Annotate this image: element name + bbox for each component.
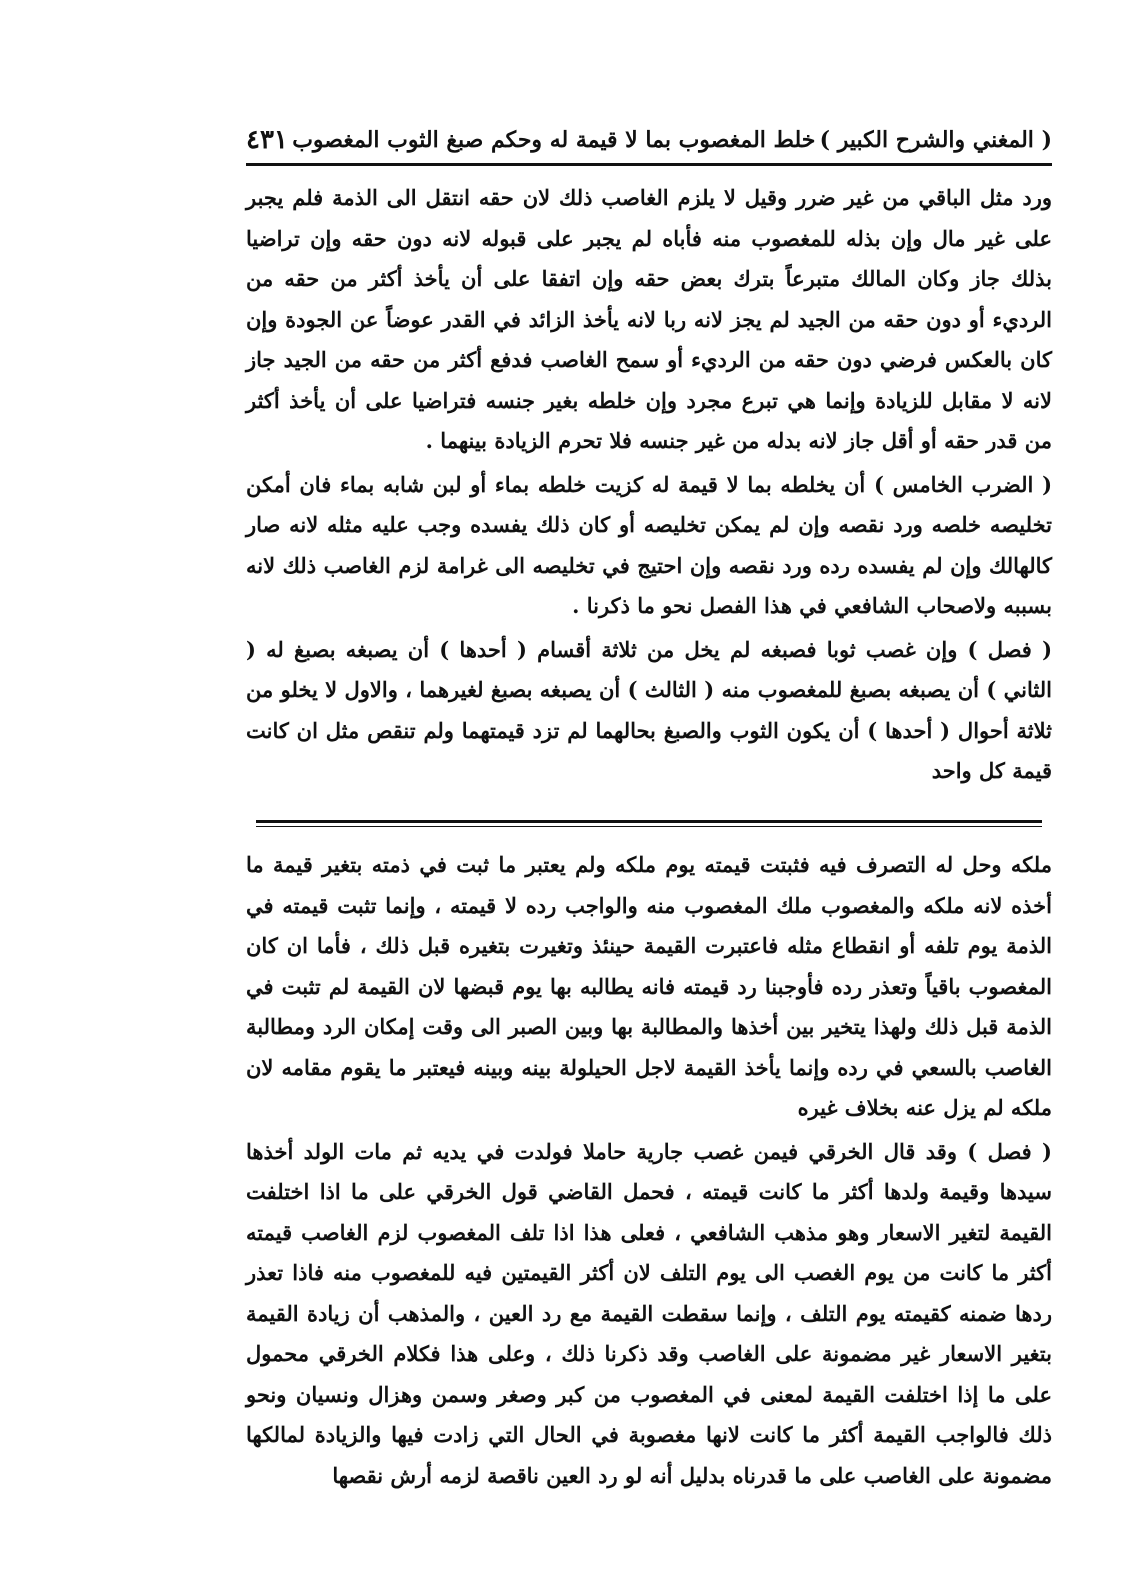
commentary-paragraph-1: ملكه وحل له التصرف فيه فثبتت قيمته يوم ملكه ولم يعتبر ما ثبت في ذمته بتغير قيمة ما أخذه لانه ملكه والمغصوب ملك المغصوب منه والواجب رده لا قيمته ، وإنما تثبت قيمته في الذمة يوم تلفه أو انقطاع مثله فاعتبرت القيمة حينئذ وتغيرت بتغيره قبل ذلك ، فأما ان كان المغصوب باقياً وتعذر رده فأوجبنا رد قيمته فانه يطالبه بها يوم قبضها لان القيمة لم تثبت في الذمة قبل ذلك ولهذا يتخير بين أخذها والمطالبة بها وبين الصبر الى وقت إمكان الرد ومطالبة الغاصب بالسعي في رده وإنما يأخذ القيمة لاجل الحيلولة بينه وبينه فيعتبر ما يقوم مقامه لان ملكه لم يزل عنه بخلاف غيره [246, 852, 1052, 1120]
main-paragraph-2: ( الضرب الخامس ) أن يخلطه بما لا قيمة له كزيت خلطه بماء أو لبن شابه بماء فان أمكن تخليصه خلصه ورد نقصه وإن لم يمكن تخليصه أو كان ذلك يفسده وجب عليه مثله لانه صار كالهالك وإن لم يفسده رده ورد نقصه وإن احتيج في تخليصه الى غرامة لزم الغاصب ذلك لانه بسببه ولاصحاب الشافعي في هذا الفصل نحو ما ذكرنا . [246, 471, 1052, 618]
book-title: ( المغني والشرح الكبير ) [819, 127, 1052, 153]
commentary-text [246, 845, 1052, 1496]
main-text [246, 178, 1052, 792]
main-paragraph-3: ( فصل ) وإن غصب ثوبا فصبغه لم يخل من ثلاثة أقسام ( أحدها ) أن يصبغه بصبغ له ( الثاني ) أن يصبغه بصبغ للمغصوب منه ( الثالث ) أن يصبغه بصبغ لغيرهما ، والاول لا يخلو من ثلاثة أحوال ( أحدها ) أن يكون الثوب والصبغ بحالهما لم تزد قيمتهما ولم تنقص مثل ان كانت قيمة كل واحد [246, 636, 1052, 783]
section-divider [256, 820, 1042, 823]
section-divider-thin [256, 826, 1042, 827]
commentary-paragraph-2: ( فصل ) وقد قال الخرقي فيمن غصب جارية حاملا فولدت في يديه ثم مات الولد أخذها سيدها وقيمة ولدها أكثر ما كانت قيمته ، فحمل القاضي قول الخرقي على ما اذا اختلفت القيمة لتغير الاسعار وهو مذهب الشافعي ، فعلى هذا اذا تلف المغصوب لزم الغاصب قيمته أكثر ما كانت من يوم الغصب الى يوم التلف لان أكثر القيمتين فيه للمغصوب منه فاذا تعذر ردها ضمنه كقيمته يوم التلف ، وإنما سقطت القيمة مع رد العين ، والمذهب أن زيادة القيمة بتغير الاسعار غير مضمونة على الغاصب وقد ذكرنا ذلك ، وعلى هذا فكلام الخرقي محمول على ما إذا اختلفت القيمة لمعنى في المغصوب من كبر وصغر وسمن وهزال ونسيان ونحو ذلك فالواجب القيمة أكثر ما كانت لانها مغصوبة في الحال التي زادت فيها والزيادة لمالكها مضمونة على الغاصب على ما قدرناه بدليل أنه لو رد العين ناقصة لزمه أرش نقصها [246, 1138, 1052, 1488]
main-paragraph-1: ورد مثل الباقي من غير ضرر وقيل لا يلزم الغاصب ذلك لان حقه انتقل الى الذمة فلم يجبر على غير مال وإن بذله للمغصوب منه فأباه لم يجبر على قبوله لانه دون حقه وإن تراضيا بذلك جاز وكان المالك متبرعاً بترك بعض حقه وإن اتفقا على أن يأخذ أكثر من حقه من الرديء أو دون حقه من الجيد لم يجز لانه ربا لانه يأخذ الزائد في القدر عوضاً عن الجودة وإن كان بالعكس فرضي دون حقه من الرديء أو سمح الغاصب فدفع أكثر من حقه من الجيد جاز لانه لا مقابل للزيادة وإنما هي تبرع مجرد وإن خلطه بغير جنسه فتراضيا على أن يأخذ أكثر من قدر حقه أو أقل جاز لانه بدله من غير جنسه فلا تحرم الزيادة بينهما . [246, 185, 1052, 453]
section-title: خلط المغصوب بما لا قيمة له وحكم صبغ الثوب المغصوب [292, 127, 816, 153]
page-number: ٤٣١ [246, 125, 288, 155]
header-rule [246, 163, 1052, 166]
page-header [246, 120, 1052, 160]
